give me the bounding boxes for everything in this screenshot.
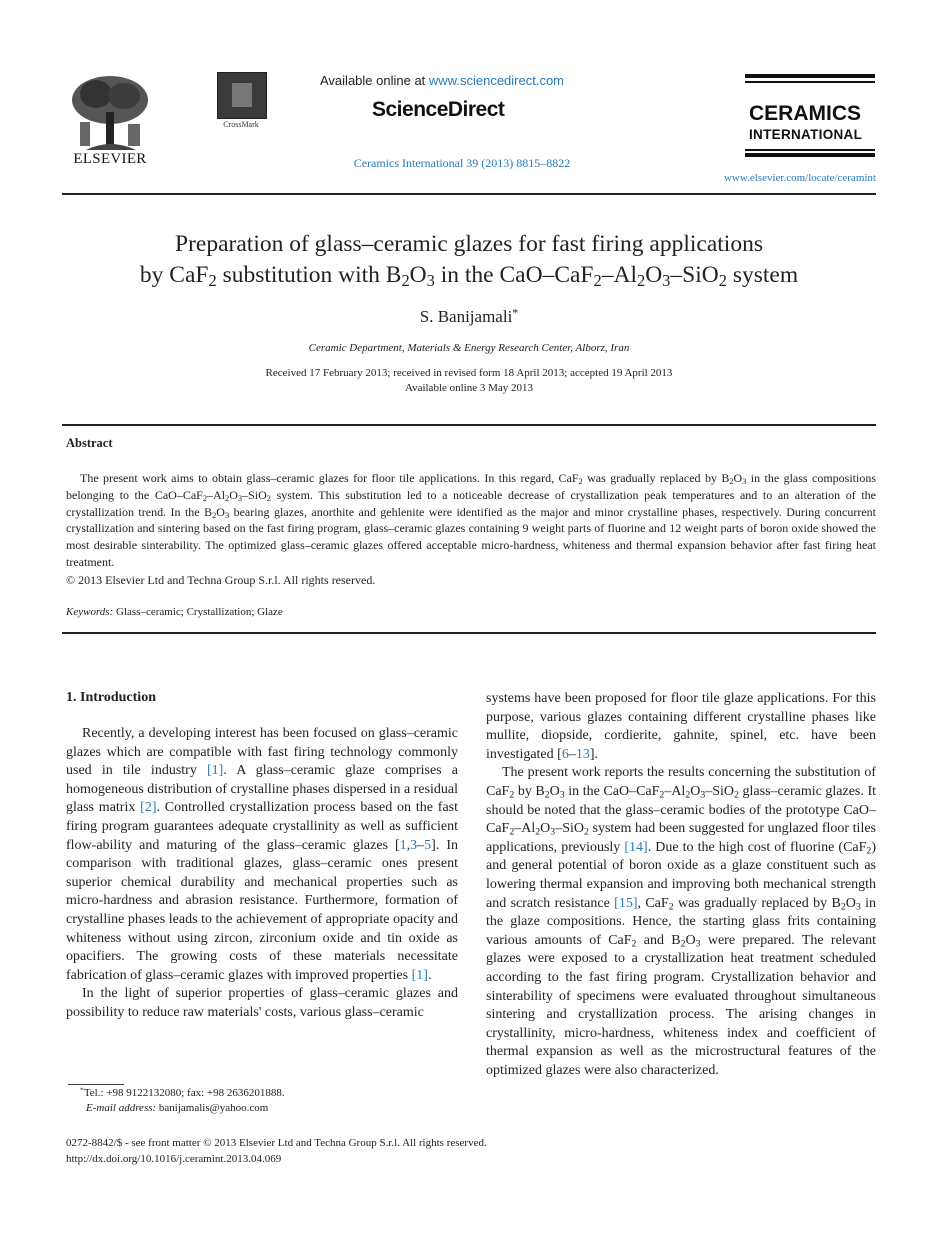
keywords-divider	[62, 632, 876, 634]
body-column-right: systems have been proposed for floor tile glaze applications. For this purpose, various glazes containing different crystalline phases like mullite, diopside, cordierite, gahnite, spinel, etc. have been investigated [6–13]. The present work reports the results concerning the substitution of CaF$_2$ by $B_2O_3$ in the CaO–$CaF_2-Al_2O_3-SiO_2$ glass–ceramic glazes. It should be noted that the glass–ceramic bodies of the prototype CaO–$CaF_2-Al_2O_3-SiO_2$ system had been suggested for unglazed floor tiles applications, previously [14]. Due to the high cost of fluorine (CaF$_2$) and general potential of boron oxide as a glaze constituent such as lowering thermal expansion and improving both mechanical strength and scratch resistance [15], CaF$_2$ was gradually replaced by $B_2O_3$ in the glaze compositions. Hence, the starting glass frits containing various amounts of CaF$_2$ and $B_2O_3$ were prepared. The relevant glazes were exposed to a crystallization heat treatment scheduled according to the fast firing program. Crystallization behavior and sinterability of specimens were evaluated throughout simultaneous sintering and crystallization process. The arising changes in crystallinity, micro-hardness, whiteness index and coefficient of thermal expansion as well as the microstructural features of the optimized glazes were also characterized.	[486, 691, 877, 1078]
journal-rule	[745, 74, 875, 78]
journal-homepage-link[interactable]: www.elsevier.com/locate/ceramint	[723, 172, 876, 184]
abstract-copyright: © 2013 Elsevier Ltd and Techna Group S.r.l. All rights reserved.	[66, 573, 376, 587]
publisher-name: ELSEVIER	[73, 151, 147, 167]
journal-rule	[745, 153, 875, 157]
citation-link[interactable]: 5	[424, 837, 432, 853]
citation-link[interactable]: [2]	[140, 800, 157, 816]
citation-link[interactable]: 6	[561, 746, 569, 762]
author-name[interactable]: S. Banijamali*	[419, 305, 519, 326]
section-heading-introduction: 1. Introduction	[66, 690, 156, 705]
header-divider	[62, 193, 876, 195]
available-prefix: Available online at	[320, 73, 429, 88]
available-online-line	[320, 73, 620, 88]
body-column-left: Recently, a developing interest has been focused on glass–ceramic glazes which are compatible with fast firing technology commonly used in tile industry [1]. A glass–ceramic glaze comprises a homogeneous distribution of crystalline phases dispersed in a residual glass matrix [2]. Controlled crystallization process based on the fast firing program guarantees adequate crystallinity as well as sufficient flow-ability and maturing of the glass–ceramic glazes [1,3–5]. In comparison with traditional glazes, glass–ceramic ones present superior chemical durability and mechanical properties such as micro-hardness and abrasion resistance. Furthermore, formation of crystalline phases leads to the achievement of appropriate opacity and whiteness without using zircon, zirconium oxide and tin oxide as opacifiers. The growing costs of these materials necessitate fabrication of glass–ceramic glazes with improved properties [1]. In the light of superior properties of glass–ceramic glazes and possibility to reduce raw materials' costs, various glass–ceramic	[66, 726, 459, 1020]
keywords-list: Glass–ceramic; Crystallization; Glaze	[113, 606, 283, 618]
doi-link[interactable]: http://dx.doi.org/10.1016/j.ceramint.2013.04.069	[66, 1153, 282, 1165]
citation-link[interactable]: [1]	[206, 763, 224, 779]
citation-link[interactable]: 1	[399, 837, 407, 853]
elsevier-tree-logo	[66, 72, 154, 156]
article-title-line2: by CaF$_2$ substitution with $B_2O_3$ in the CaO–$CaF_2-Al_2O_3-SiO_2$ system	[139, 262, 799, 291]
affiliation: Ceramic Department, Materials & Energy Research Center, Alborz, Iran	[308, 342, 630, 354]
citation-link[interactable]: 13	[575, 746, 590, 762]
sciencedirect-logo: ScienceDirect	[372, 98, 505, 121]
footnote-email: E-mail address: banijamalis@yahoo.com	[86, 1102, 269, 1114]
received-dates: Received 17 February 2013; received in revised form 18 April 2013; accepted 19 April 2013	[265, 367, 673, 379]
email-address[interactable]: banijamalis@yahoo.com	[156, 1102, 269, 1114]
citation-link[interactable]: 3	[410, 837, 418, 853]
journal-citation-link[interactable]: Ceramics International 39 (2013) 8815–8822	[353, 156, 571, 170]
article-title-line1: Preparation of glass–ceramic glazes for fast firing applications	[175, 231, 763, 257]
journal-rule	[745, 149, 875, 151]
corresponding-author-mark[interactable]: *	[512, 305, 519, 320]
crossmark-icon[interactable]	[217, 72, 267, 119]
keywords	[66, 606, 283, 618]
sciencedirect-link[interactable]: www.sciencedirect.com	[428, 73, 565, 88]
citation-link[interactable]: [14]	[624, 839, 648, 855]
abstract-heading: Abstract	[66, 436, 113, 450]
journal-name: CERAMICS	[749, 102, 862, 125]
journal-name-sub: INTERNATIONAL	[749, 127, 863, 142]
abstract-body: The present work aims to obtain glass–ceramic glazes for floor tile applications. In this regard, CaF$_2$ was gradually replaced by $B_2O_3$ in the glass compositions belonging to the CaO–$CaF_2-Al_2O_3-SiO_2$ system. This substitution led to a noticeable decrease of crystallization peak temperatures and to an alteration of the crystallization trend. In the $B_2O_3$ bearing glazes, anorthite and gehlenite were identified as the major and minor crystalline phases, respectively. During concurrent crystallization and sintering based on the fast firing program, glass–ceramic glazes containing 9 weight parts of fluorine and 12 weight parts of boron oxide showed the most desirable sinterability. The optimized glass–ceramic glazes offered acceptable micro-hardness, whiteness and thermal expansion behavior after fast firing heat treatment.	[66, 471, 877, 569]
footnote-contact: *Tel.: +98 9122132080; fax: +98 2636201888.	[80, 1085, 285, 1099]
journal-rule	[745, 81, 875, 83]
footnote-rule	[68, 1084, 124, 1085]
keywords-label: Keywords:	[66, 606, 114, 618]
citation-link[interactable]: [1]	[411, 967, 428, 983]
front-matter-line: 0272-8842/$ - see front matter © 2013 Elsevier Ltd and Techna Group S.r.l. All rights reserved.	[66, 1137, 487, 1149]
abstract-divider	[62, 424, 876, 426]
crossmark-label: CrossMark	[223, 120, 259, 129]
available-online-date: Available online 3 May 2013	[404, 382, 534, 394]
citation-link[interactable]: [15]	[614, 895, 638, 911]
